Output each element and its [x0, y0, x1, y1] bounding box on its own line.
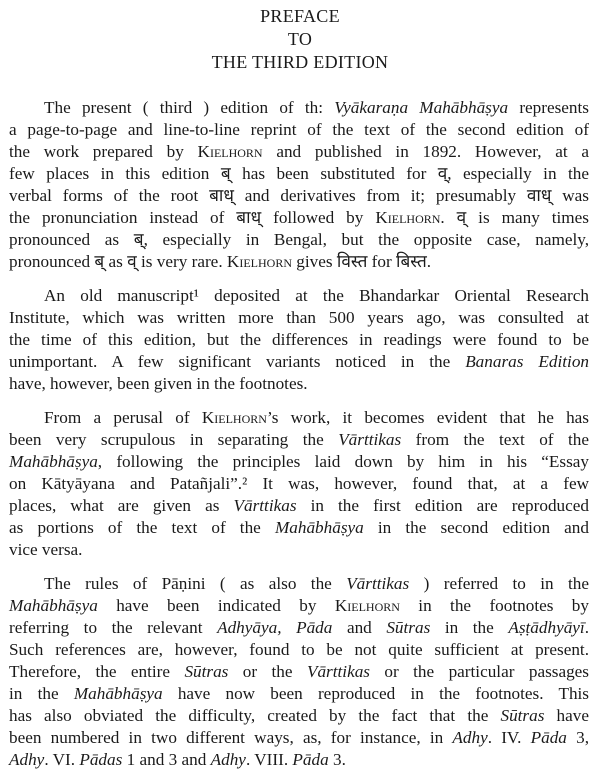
text-segment: 3,: [566, 728, 589, 747]
text-segment: . व् is many times: [440, 208, 589, 227]
heading-preface: PREFACE: [260, 6, 340, 26]
text-line: [9, 141, 589, 163]
text-line: [9, 727, 589, 749]
italic-text: Vārttikas: [233, 496, 297, 515]
italic-text: Vyākaraṇa Mahābhāṣya: [334, 98, 509, 117]
paragraph: [9, 285, 589, 395]
text-segment: or the: [228, 662, 307, 681]
text-segment: verbal forms of the root बाध् and derivatives from it; presumably वाध् was: [9, 186, 589, 205]
text-line: [9, 749, 589, 771]
italic-text: Mahābhāṣya: [274, 518, 364, 537]
text-line: [9, 285, 589, 307]
text-line: [9, 473, 589, 495]
text-segment: have been indicated by: [97, 596, 335, 615]
text-line: [9, 495, 589, 517]
italic-text: Sūtras: [386, 618, 431, 637]
text-segment: .: [584, 618, 589, 637]
italic-text: Sūtras: [184, 662, 229, 681]
italic-text: Banaras Edition: [465, 352, 590, 371]
text-segment: has also obviated the difficulty, created by the fact that the: [9, 706, 501, 725]
italic-text: Pādas: [79, 750, 123, 769]
italic-text: Mahābhāṣya: [73, 684, 163, 703]
text-segment: and published in 1892. However, at a: [262, 142, 590, 161]
text-segment: in the: [9, 684, 74, 703]
text-line: [9, 539, 589, 561]
text-segment: . IV.: [487, 728, 531, 747]
text-line: [9, 517, 589, 539]
text-segment: Such references are, however, found to be not quite sufficient at present.: [9, 640, 589, 659]
italic-text: Mahābhāṣya: [9, 452, 98, 471]
text-line: [9, 251, 589, 273]
text-segment: been very scrupulous in separating the: [9, 430, 339, 449]
text-segment: . VIII.: [245, 750, 293, 769]
italic-text: Sūtras: [500, 706, 545, 725]
italic-text: Adhyāya, Pāda: [217, 618, 333, 637]
heading-to: TO: [287, 29, 313, 49]
text-segment: . VI.: [44, 750, 80, 769]
text-segment: Therefore, the entire: [9, 662, 185, 681]
text-segment: referring to the relevant: [9, 618, 218, 637]
text-segment: pronounced ब् as व् is very rare.: [9, 252, 227, 271]
text-line: [9, 185, 589, 207]
text-segment: the pronunciation instead of बाध् followed by: [9, 208, 376, 227]
text-line: [9, 683, 589, 705]
text-line: [9, 451, 589, 473]
text-segment: gives विस्त for बिस्त.: [292, 252, 432, 271]
small-caps-name: Kielhorn: [197, 142, 263, 161]
text-segment: , following the principles laid down by him in his “Essay: [97, 452, 589, 471]
text-segment: in the: [430, 618, 509, 637]
text-segment: have now been reproduced in the footnotes. This: [162, 684, 590, 703]
text-segment: have: [544, 706, 589, 725]
small-caps-name: Kielhorn: [201, 408, 267, 427]
text-line: [9, 407, 589, 429]
italic-text: Vārttikas: [306, 662, 370, 681]
text-segment: pronounced as ब्, especially in Bengal, but the opposite case, namely,: [9, 230, 589, 249]
italic-text: Aṣṭādhyāyī: [508, 618, 585, 637]
text-line: [9, 97, 589, 119]
text-segment: few places in this edition ब् has been substituted for व्, especially in the: [9, 164, 589, 183]
text-line: [9, 307, 589, 329]
paragraph: [9, 573, 589, 771]
text-line: [9, 163, 589, 185]
paragraph: [9, 407, 589, 561]
text-segment: in the second edition and: [363, 518, 589, 537]
text-segment: have, however, been given in the footnotes.: [9, 374, 308, 393]
small-caps-name: Kielhorn: [334, 596, 400, 615]
preface-body: [9, 97, 589, 783]
text-line: [9, 595, 589, 617]
text-line: [9, 705, 589, 727]
text-segment: as portions of the text of the: [9, 518, 275, 537]
text-line: [9, 639, 589, 661]
text-segment: in the first edition are reproduced: [296, 496, 589, 515]
text-segment: The present ( third ) edition of th:: [44, 98, 335, 117]
italic-text: Mahābhāṣya: [9, 596, 98, 615]
text-line: [9, 573, 589, 595]
text-segment: or the particular passages: [370, 662, 589, 681]
text-line: [9, 661, 589, 683]
paragraph: [9, 97, 589, 273]
small-caps-name: Kielhorn: [375, 208, 441, 227]
text-line: [9, 119, 589, 141]
text-segment: Institute, which was written more than 500 years ago, was consulted at: [9, 308, 589, 327]
text-segment: unimportant. A few significant variants noticed in the: [9, 352, 466, 371]
italic-text: Adhy: [210, 750, 246, 769]
text-segment: been numbered in two different ways, as, for instance, in: [9, 728, 453, 747]
text-line: [9, 207, 589, 229]
text-line: [9, 617, 589, 639]
text-segment: a page-to-page and line-to-line reprint of the text of the second edition of: [9, 120, 589, 139]
text-segment: ’s work, it becomes evident that he has: [266, 408, 589, 427]
italic-text: Vārttikas: [338, 430, 402, 449]
text-segment: An old manuscript¹ deposited at the Bhandarkar Oriental Research: [44, 286, 589, 305]
text-line: [9, 373, 589, 395]
text-segment: the time of this edition, but the differences in readings were found to be: [9, 330, 589, 349]
italic-text: Adhy: [9, 750, 45, 769]
text-line: [9, 351, 589, 373]
text-segment: the work prepared by: [9, 142, 198, 161]
italic-text: Pāda: [292, 750, 329, 769]
text-segment: vice versa.: [9, 540, 83, 559]
italic-text: Adhy: [452, 728, 488, 747]
text-segment: 1 and 3 and: [122, 750, 211, 769]
text-segment: and: [332, 618, 387, 637]
text-line: [9, 429, 589, 451]
text-segment: 3.: [328, 750, 346, 769]
italic-text: Pāda: [530, 728, 567, 747]
italic-text: Vārttikas: [346, 574, 410, 593]
small-caps-name: Kielhorn: [226, 252, 292, 271]
text-segment: from the text of the: [401, 430, 589, 449]
text-segment: on Kātyāyana and Patañjali”.² It was, however, found that, at a few: [9, 474, 589, 493]
text-segment: ) referred to in the: [409, 574, 589, 593]
text-segment: in the footnotes by: [399, 596, 589, 615]
text-segment: The rules of Pāṇini ( as also the: [44, 574, 347, 593]
heading-third-edition: THE THIRD EDITION: [211, 52, 389, 72]
text-segment: represents: [508, 98, 589, 117]
text-segment: From a perusal of: [44, 408, 202, 427]
text-line: [9, 229, 589, 251]
text-segment: places, what are given as: [9, 496, 234, 515]
text-line: [9, 329, 589, 351]
